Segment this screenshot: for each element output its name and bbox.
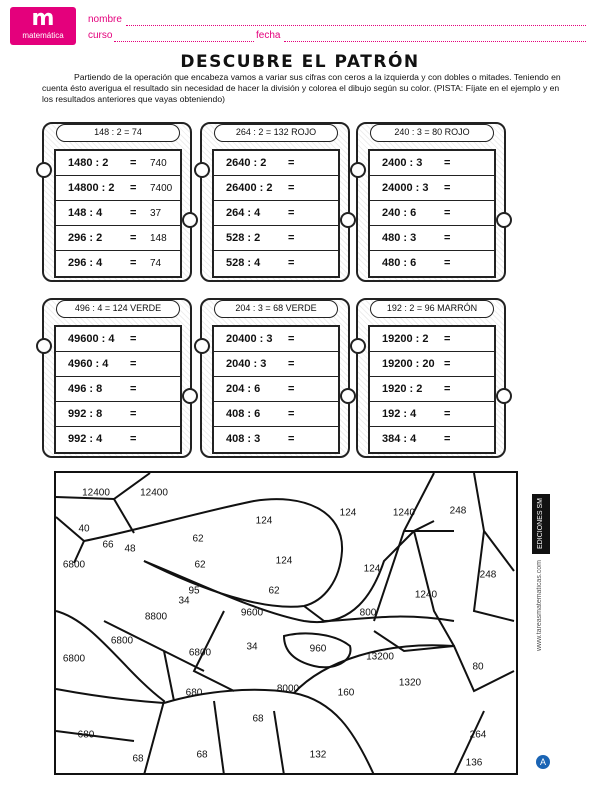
operations-table [368, 325, 496, 454]
operation-expression: 19200 : 20 [382, 358, 435, 370]
operations-table [54, 325, 182, 454]
region-number[interactable]: 248 [479, 569, 497, 581]
operation-expression: 4960 : 4 [68, 358, 109, 370]
exercise-card [42, 298, 192, 458]
operation-expression: 19200 : 2 [382, 333, 429, 345]
region-number[interactable]: 160 [337, 687, 355, 699]
operation-expression: 49600 : 4 [68, 333, 115, 345]
region-number[interactable]: 12400 [140, 487, 168, 499]
region-number[interactable]: 960 [309, 643, 327, 655]
region-number[interactable]: 680 [185, 687, 203, 699]
operation-row [56, 176, 180, 201]
operation-row [214, 226, 338, 251]
equals-sign: = [130, 383, 137, 395]
equals-sign: = [288, 408, 295, 420]
operation-row [214, 176, 338, 201]
operation-expression: 1480 : 2 [68, 157, 109, 169]
region-number[interactable]: 6800 [62, 653, 86, 665]
region-number[interactable]: 62 [268, 585, 280, 597]
region-number[interactable]: 66 [102, 539, 114, 551]
publisher-url: www.tareasmatematicas.com [536, 560, 543, 652]
exercise-card [200, 122, 350, 282]
operation-row [56, 402, 180, 427]
logo [10, 7, 76, 45]
date-field[interactable] [284, 41, 586, 42]
page-title: DESCUBRE EL PATRÓN [180, 52, 420, 72]
gear-icon [496, 388, 512, 404]
exercise-card [200, 298, 350, 458]
gear-icon [194, 162, 210, 178]
region-number[interactable]: 68 [132, 753, 144, 765]
gear-icon [350, 162, 366, 178]
operation-row [56, 352, 180, 377]
region-number[interactable]: 680 [77, 729, 95, 741]
logo-letter: m [31, 6, 55, 31]
operation-expression: 408 : 6 [226, 408, 261, 420]
equals-sign: = [130, 207, 137, 219]
operation-expression: 204 : 6 [226, 383, 261, 395]
operations-table [212, 149, 340, 278]
equals-sign: = [130, 358, 137, 370]
operation-expression: 480 : 3 [382, 232, 417, 244]
instructions [42, 72, 562, 105]
operation-row [370, 327, 494, 352]
card-header: 192 : 2 = 96 MARRÓN [370, 300, 494, 318]
publisher-brand: EDICIONES SM [532, 494, 550, 554]
equals-sign: = [444, 358, 451, 370]
logo-subtitle: matemática [22, 31, 64, 40]
region-number[interactable]: 62 [192, 533, 204, 545]
region-number[interactable]: 132 [309, 749, 327, 761]
operation-expression: 24000 : 3 [382, 182, 429, 194]
region-number[interactable]: 6800 [110, 635, 134, 647]
name-field[interactable] [126, 25, 586, 26]
exercise-card [356, 298, 506, 458]
operation-expression: 408 : 3 [226, 433, 261, 445]
operation-row [56, 327, 180, 352]
answer-field[interactable]: 74 [150, 258, 162, 269]
operation-expression: 14800 : 2 [68, 182, 115, 194]
operation-expression: 192 : 4 [382, 408, 417, 420]
operation-row [56, 226, 180, 251]
exercise-card [42, 122, 192, 282]
operation-row [370, 151, 494, 176]
equals-sign: = [288, 182, 295, 194]
answer-field[interactable]: 740 [150, 158, 167, 169]
operation-expression: 1920 : 2 [382, 383, 423, 395]
operation-row [56, 377, 180, 402]
equals-sign: = [288, 257, 295, 269]
operation-row [370, 427, 494, 452]
region-number[interactable]: 68 [252, 713, 264, 725]
region-number[interactable]: 1240 [392, 507, 416, 519]
region-number[interactable]: 1320 [398, 677, 422, 689]
answer-field[interactable]: 148 [150, 233, 167, 244]
card-header: 204 : 3 = 68 VERDE [214, 300, 338, 318]
operation-expression: 2040 : 3 [226, 358, 267, 370]
coloring-outline [54, 471, 518, 775]
equals-sign: = [288, 433, 295, 445]
operation-expression: 384 : 4 [382, 433, 417, 445]
equals-sign: = [130, 232, 137, 244]
operation-row [370, 201, 494, 226]
card-header: 496 : 4 = 124 VERDE [56, 300, 180, 318]
region-number[interactable]: 8800 [144, 611, 168, 623]
region-number[interactable]: 124 [255, 515, 273, 527]
equals-sign: = [130, 182, 137, 194]
operations-table [368, 149, 496, 278]
operation-expression: 26400 : 2 [226, 182, 273, 194]
answer-field[interactable]: 7400 [150, 183, 173, 194]
region-number[interactable]: 124 [339, 507, 357, 519]
operation-expression: 528 : 2 [226, 232, 261, 244]
equals-sign: = [444, 232, 451, 244]
region-number[interactable]: 68 [196, 749, 208, 761]
region-number[interactable]: 6800 [62, 559, 86, 571]
region-number[interactable]: 40 [78, 523, 90, 535]
region-number[interactable]: 13200 [366, 651, 394, 663]
operation-row [370, 251, 494, 276]
operation-row [370, 377, 494, 402]
course-label: curso [88, 30, 113, 41]
gear-icon [182, 212, 198, 228]
operation-expression: 240 : 6 [382, 207, 417, 219]
exercise-card [356, 122, 506, 282]
operation-row [214, 201, 338, 226]
region-number[interactable]: 48 [124, 543, 136, 555]
equals-sign: = [288, 232, 295, 244]
region-number[interactable]: 800 [359, 607, 377, 619]
equals-sign: = [288, 333, 295, 345]
region-number[interactable]: 62 [194, 559, 206, 571]
region-number[interactable]: 1240 [414, 589, 438, 601]
operation-expression: 296 : 4 [68, 257, 103, 269]
operation-expression: 148 : 4 [68, 207, 103, 219]
operation-row [214, 151, 338, 176]
gear-icon [194, 338, 210, 354]
region-number[interactable]: 34 [246, 641, 258, 653]
equals-sign: = [444, 182, 451, 194]
coloring-picture [54, 471, 518, 775]
operation-expression: 992 : 4 [68, 433, 103, 445]
equals-sign: = [130, 333, 137, 345]
region-number[interactable]: 6800 [188, 647, 212, 659]
operation-row [214, 427, 338, 452]
operation-row [56, 201, 180, 226]
region-number[interactable]: 248 [449, 505, 467, 517]
operations-table [54, 149, 182, 278]
instructions-text: Partiendo de la operación que encabeza vamos a variar sus cifras con ceros a la izquierda y con dobles o mitades. Teniendo en cuenta ésto averigua el resultado sin necesidad de hacer la división y colorea el dibujo según su color. (PISTA: Fíjate en el ejemplo y en los resultados anteriores que vayas obteniendo) [42, 72, 561, 104]
operation-row [214, 251, 338, 276]
region-number[interactable]: 124 [275, 555, 293, 567]
operation-row [214, 352, 338, 377]
gear-icon [340, 388, 356, 404]
operation-expression: 992 : 8 [68, 408, 103, 420]
operation-row [214, 327, 338, 352]
operation-row [56, 251, 180, 276]
gear-icon [350, 338, 366, 354]
equals-sign: = [444, 257, 451, 269]
region-number[interactable]: 124 [363, 563, 381, 575]
operation-expression: 480 : 6 [382, 257, 417, 269]
level-badge: A [536, 755, 550, 769]
operation-expression: 296 : 2 [68, 232, 103, 244]
equals-sign: = [444, 157, 451, 169]
region-number[interactable]: 12400 [82, 487, 110, 499]
operation-row [56, 151, 180, 176]
region-number[interactable]: 8000 [276, 683, 300, 695]
date-label: fecha [256, 30, 281, 41]
equals-sign: = [444, 408, 451, 420]
region-number[interactable]: 9600 [240, 607, 264, 619]
gear-icon [182, 388, 198, 404]
region-number[interactable]: 264 [469, 729, 487, 741]
operation-expression: 496 : 8 [68, 383, 103, 395]
operation-row [370, 226, 494, 251]
operation-expression: 2400 : 3 [382, 157, 423, 169]
operation-row [214, 402, 338, 427]
operation-expression: 20400 : 3 [226, 333, 273, 345]
operation-row [370, 352, 494, 377]
card-header: 264 : 2 = 132 ROJO [214, 124, 338, 142]
region-number[interactable]: 136 [465, 757, 483, 769]
operation-expression: 2640 : 2 [226, 157, 267, 169]
equals-sign: = [130, 257, 137, 269]
operations-table [212, 325, 340, 454]
equals-sign: = [444, 433, 451, 445]
gear-icon [36, 338, 52, 354]
operation-row [370, 402, 494, 427]
name-label: nombre [88, 14, 122, 25]
equals-sign: = [130, 157, 137, 169]
equals-sign: = [288, 358, 295, 370]
card-header: 148 : 2 = 74 [56, 124, 180, 142]
equals-sign: = [288, 383, 295, 395]
gear-icon [36, 162, 52, 178]
operation-expression: 528 : 4 [226, 257, 261, 269]
equals-sign: = [444, 207, 451, 219]
equals-sign: = [288, 207, 295, 219]
gear-icon [340, 212, 356, 228]
operation-row [214, 377, 338, 402]
operation-expression: 264 : 4 [226, 207, 261, 219]
gear-icon [496, 212, 512, 228]
equals-sign: = [288, 157, 295, 169]
equals-sign: = [444, 333, 451, 345]
course-field[interactable] [114, 41, 254, 42]
answer-field[interactable]: 37 [150, 208, 162, 219]
operation-row [56, 427, 180, 452]
equals-sign: = [130, 408, 137, 420]
region-number[interactable]: 34 [178, 595, 190, 607]
operation-row [370, 176, 494, 201]
card-header: 240 : 3 = 80 ROJO [370, 124, 494, 142]
equals-sign: = [130, 433, 137, 445]
equals-sign: = [444, 383, 451, 395]
region-number[interactable]: 95 [188, 585, 200, 597]
region-number[interactable]: 80 [472, 661, 484, 673]
